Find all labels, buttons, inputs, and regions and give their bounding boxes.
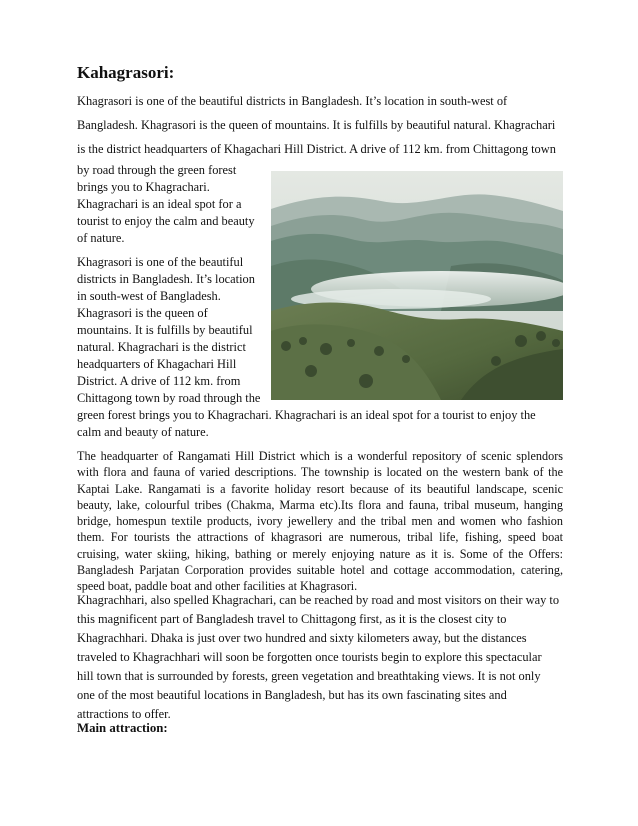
- text-line: Khagrasori is one of the beautiful districts in Bangladesh. It’s location in south-west of: [77, 94, 508, 108]
- text-line: in south-west of Bangladesh.: [77, 289, 221, 303]
- mountain-landscape-photo: [271, 171, 563, 400]
- text-line: Khagrasori is the queen of: [77, 306, 208, 320]
- text-line: Chittagong town by road through the: [77, 391, 261, 405]
- text-line: Khagrachhari, also spelled Khagrachari, can be reached by road and most visitors on their way to: [77, 593, 560, 607]
- text-line: headquarters of Khagachari Hill: [77, 357, 237, 371]
- text-line: brings you to Khagrachari.: [77, 180, 210, 194]
- text-line: green forest brings you to Khagrachari. Khagrachari is an ideal spot for a tourist to enjoy the: [77, 408, 536, 422]
- text-line: Khagrachhari. Dhaka is just over two hundred and sixty kilometers away, but the distances: [77, 631, 527, 645]
- text-line: mountains. It is fulfills by beautiful: [77, 323, 253, 337]
- text-line: attractions to offer.: [77, 707, 171, 721]
- section-heading: Main attraction:: [77, 721, 168, 735]
- text-line: hill town that is surrounded by forests, green vegetation and breathtaking views. It is not only: [77, 669, 541, 683]
- paragraph-3: The headquarter of Rangamati Hill District which is a wonderful repository of scenic splendors with flora and fauna of varied descriptions. The township is located on the western bank of the Kaptai Lake. Rangamati is a favorite holiday resort because of its beautiful landscape, scenic beauty, lake, colourful tribes (Chakma, Marma etc).Its flora and fauna, tribal museum, hanging bridge, homespun textile products, ivory jewellery and the tribal men and women who fashion them. For tourists the attractions of khagrasori are numerous, tribal life, fishing, speed boat cruising, water skiing, hiking, bathing or merely enjoying nature as it is. Some of the Offers: Bangladesh Parjatan Corporation provides suitable hotel and cottage accommodation, catering, speed boat, paddle boat and other facilities at Khagrasori.: [77, 449, 563, 594]
- text-line: of nature.: [77, 231, 125, 245]
- text-line: Bangladesh. Khagrasori is the queen of mountains. It is fulfills by beautiful natural. Khagrachari: [77, 118, 556, 132]
- text-line: calm and beauty of nature.: [77, 425, 209, 439]
- page-title: Kahagrasori:: [77, 63, 175, 82]
- text-line: is the district headquarters of Khagachari Hill District. A drive of 112 km. from Chittagong town: [77, 142, 556, 156]
- text-line: by road through the green forest: [77, 163, 237, 177]
- text-line: districts in Bangladesh. It’s location: [77, 272, 255, 286]
- text-line: one of the most beautiful locations in Bangladesh, but has its own fascinating sites and: [77, 688, 507, 702]
- text-line: Khagrachari is an ideal spot for a: [77, 197, 242, 211]
- text-line: this magnificent part of Bangladesh travel to Chittagong first, as it is the closest city to: [77, 612, 507, 626]
- text-line: District. A drive of 112 km. from: [77, 374, 241, 388]
- text-line: natural. Khagrachari is the district: [77, 340, 246, 354]
- text-line: traveled to Khagrachhari will soon be forgotten once tourists begin to explore this spectacular: [77, 650, 542, 664]
- text-line: Khagrasori is one of the beautiful: [77, 255, 244, 269]
- text-line: tourist to enjoy the calm and beauty: [77, 214, 255, 228]
